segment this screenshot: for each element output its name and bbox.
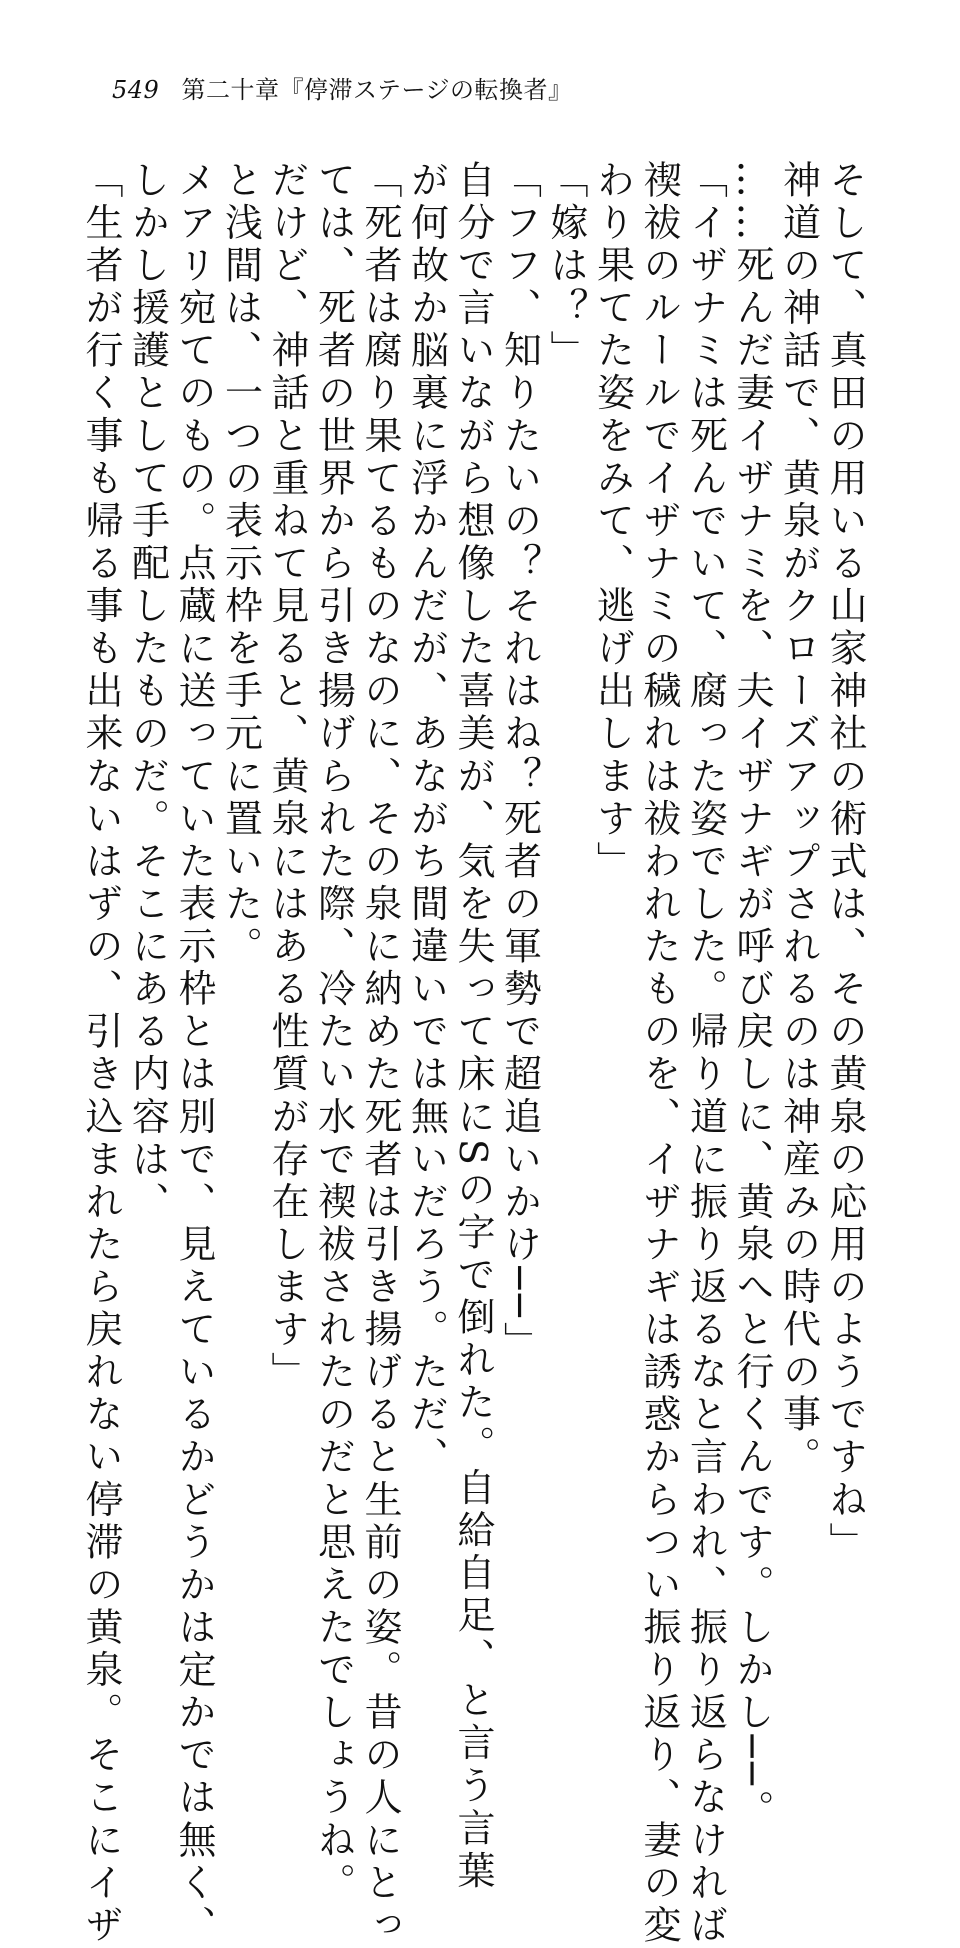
- vertical-body-text: [79, 160, 868, 1948]
- text-line: 禊祓のルールでイザナミの穢れは祓われたものを、イザナギは誘惑からつい振り返り、妻の変: [637, 160, 681, 1948]
- text-line: そして、真田の用いる山家神社の術式は、その黄泉の応用のようですね」: [823, 160, 867, 1565]
- text-line: だけど、神話と重ねて見ると、黄泉にはある性質が存在します」: [265, 160, 309, 1395]
- text-line: ては、死者の世界から引き揚げられた際、冷たい水で禊祓されたのだと思えたでしょうね。: [311, 160, 356, 1905]
- text-line: 「フフ、知りたいの？それはね？死者の軍勢で超追いかけ──」: [497, 160, 542, 1364]
- text-line: しかし援護として手配したものだ。そこにある内容は、: [125, 160, 170, 1224]
- text-line: わり果てた姿をみて、逃げ出します」: [590, 160, 635, 884]
- running-header: [112, 70, 573, 105]
- text-line: 「死者は腐り果てるものなのに、その泉に納めた死者は引き揚げると生前の姿。昔の人にとっ: [358, 160, 402, 1948]
- chapter-title: 第二十章『停滞ステージの転換者』: [181, 76, 573, 104]
- text-line: 神道の神話で、黄泉がクローズアップされるのは神産みの時代の事。: [776, 160, 821, 1480]
- text-line: 「嫁は？」: [544, 160, 588, 373]
- text-line: 自分で言いながら想像した喜美が、気を失って床にSの字で倒れた。自給自足、と言う言葉: [451, 160, 495, 1893]
- page-number: 549: [112, 76, 160, 104]
- text-line: 「イザナミは死んでいて、腐った姿でした。帰り道に振り返るなと言われ、振り返らなければ: [683, 160, 728, 1948]
- text-line: 「生者が行く事も帰る事も出来ないはずの、引き込まれたら戻れない停滞の黄泉。そこにイザ: [79, 160, 123, 1948]
- text-line: ……死んだ妻イザナミを、夫イザナギが呼び戻しに、黄泉へと行くんです。しかし──。: [730, 160, 774, 1833]
- text-line: が何故か脳裏に浮かんだが、あながち間違いでは無いだろう。ただ、: [404, 160, 449, 1480]
- text-line: メアリ宛てのもの。点蔵に送っていた表示枠とは別で、見えているかどうかは定かでは無く、: [172, 160, 216, 1948]
- text-line: と浅間は、一つの表示枠を手元に置いた。: [218, 160, 263, 969]
